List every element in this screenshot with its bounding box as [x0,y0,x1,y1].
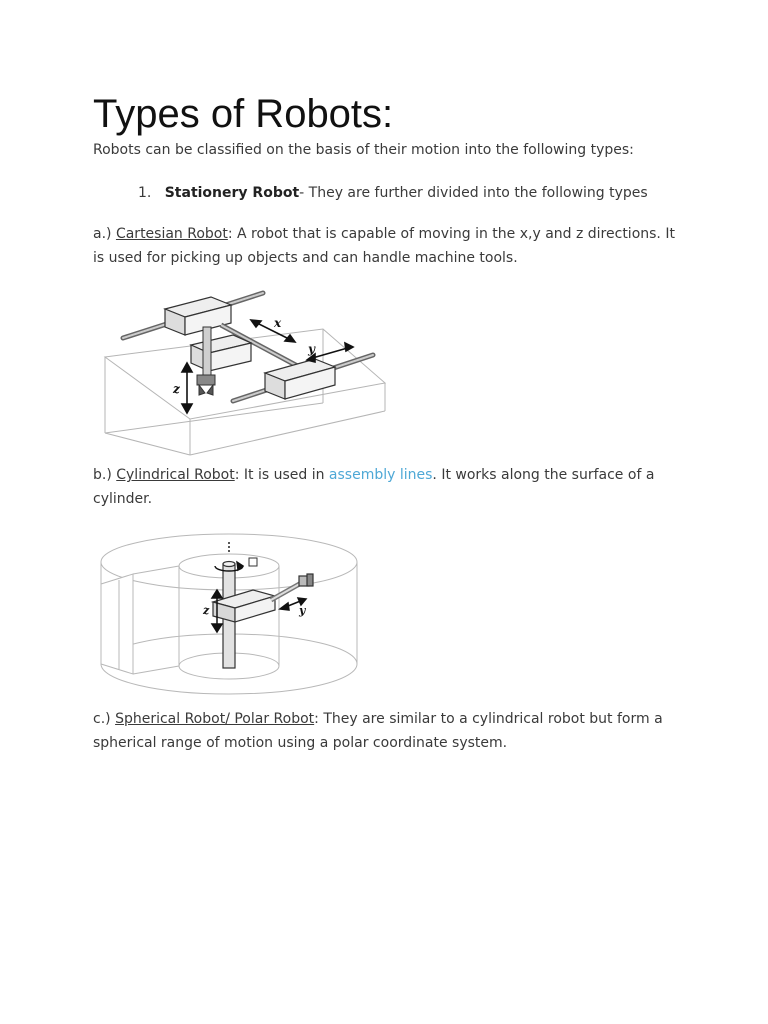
page-title: Types of Robots: [93,92,394,136]
cartesian-robot-diagram [93,283,393,461]
cartesian-prefix: a.) [93,226,116,242]
intro-paragraph: Robots can be classified on the basis of their motion into the following types: [93,142,634,158]
z-axis-label: z [173,382,180,396]
list-rest: - They are further divided into the following types [299,185,648,201]
cylindrical-text-before: : It is used in [234,467,329,483]
y-axis-label: y [299,604,306,617]
cylindrical-robot-diagram [93,524,365,706]
cylindrical-text-after: . It works along the surface of a cylinder. [93,467,655,507]
list-number: 1. [138,185,152,201]
tool-carriage [191,335,251,371]
list-item-stationery [138,181,648,205]
cylindrical-term: Cylindrical Robot [116,467,235,483]
assembly-lines-link[interactable]: assembly lines [328,467,433,483]
spherical-term: Spherical Robot/ Polar Robot [115,711,315,727]
z-axis-label: z [203,604,210,617]
front-carriage [265,359,335,399]
cartesian-text: : A robot that is capable of moving in the x,y and z directions. It is used for picking up objects and can handle machine tools. [93,226,675,266]
spherical-prefix: c.) [93,711,116,727]
cartesian-term: Cartesian Robot [115,226,228,242]
cartesian-paragraph [93,222,683,270]
spherical-paragraph [93,707,683,755]
gripper-icon [249,558,257,566]
y-axis-label: y [308,342,315,356]
spherical-text: : They are similar to a cylindrical robot but form a spherical range of motion using a polar coordinate system. [93,711,663,751]
list-term: Stationery Robot [164,185,300,201]
cartesian-robot-figure [93,283,393,461]
cylindrical-prefix: b.) [93,467,117,483]
x-axis-label: x [274,316,282,330]
cylindrical-paragraph [93,463,683,511]
back-carriage [165,297,231,335]
cylindrical-robot-figure [93,524,365,706]
